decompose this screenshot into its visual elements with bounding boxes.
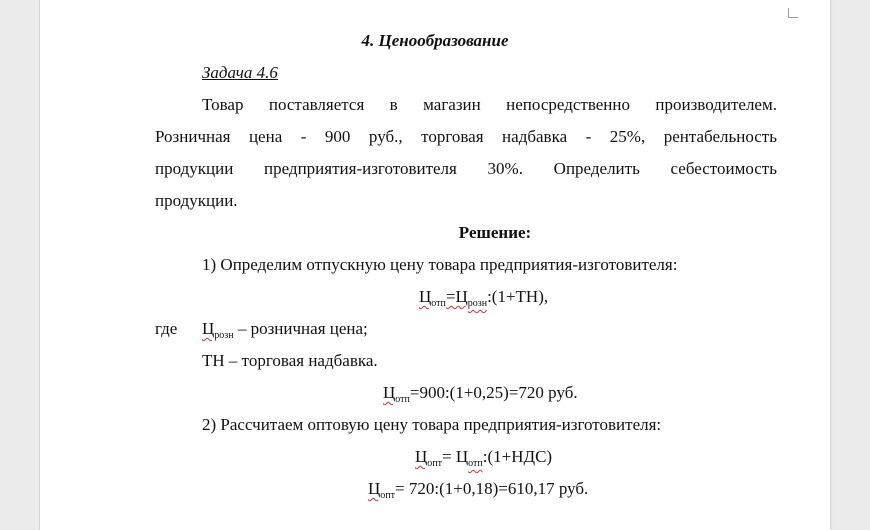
calc-1-symbol: $Ц_{отп}$ [383,383,410,405]
formula-2-symbol: $Ц_{опт}$ [415,447,443,469]
margin-corner-mark [788,8,798,18]
calc-2-symbol: $Ц_{опт}$ [368,479,396,501]
where-line [155,318,177,340]
formula-2: $Ц_{опт}=$ $Ц_{отп}:(1+НДС)$ [415,447,553,469]
calc-2: $Ц_{опт}=$ 720:(1+0,18)=610,17 руб. [368,479,589,501]
problem-line-4: продукции. [155,191,238,210]
document-page [40,0,830,530]
where-symbol: $Ц_{розн}$ [202,319,234,341]
task-title: Задача 4.6 [202,63,278,82]
formula-1: $Ц_{отп}=Ц_{розн}:(1+ТН)$, [419,287,549,309]
th-definition: ТН – торговая надбавка. [202,351,378,370]
problem-line-1: Товар поставляется в магазин непосредственно производителем. [202,95,777,114]
problem-line-3: продукции предприятия-изготовителя 30%. Определить себестоимость [155,159,777,178]
step-1-text: 1) Определим отпускную цену товара предприятия-изготовителя: [202,255,678,274]
step-2-text: 2) Рассчитаем оптовую цену товара предприятия-изготовителя: [202,415,662,434]
formula-1-symbol: $Ц_{отп}$ [419,287,446,309]
solution-heading: Решение: [458,223,532,242]
calc-1: $Ц_{отп}=900:(1+0,25)=720$ руб. [383,383,578,405]
problem-line-2: Розничная цена - 900 руб., торговая надбавка - 25%, рентабельность [155,127,777,146]
where-definition: $Ц_{розн}$ – розничная цена; [202,319,368,341]
section-title: 4. Ценообразование [361,31,509,50]
where-word: где [155,319,178,338]
